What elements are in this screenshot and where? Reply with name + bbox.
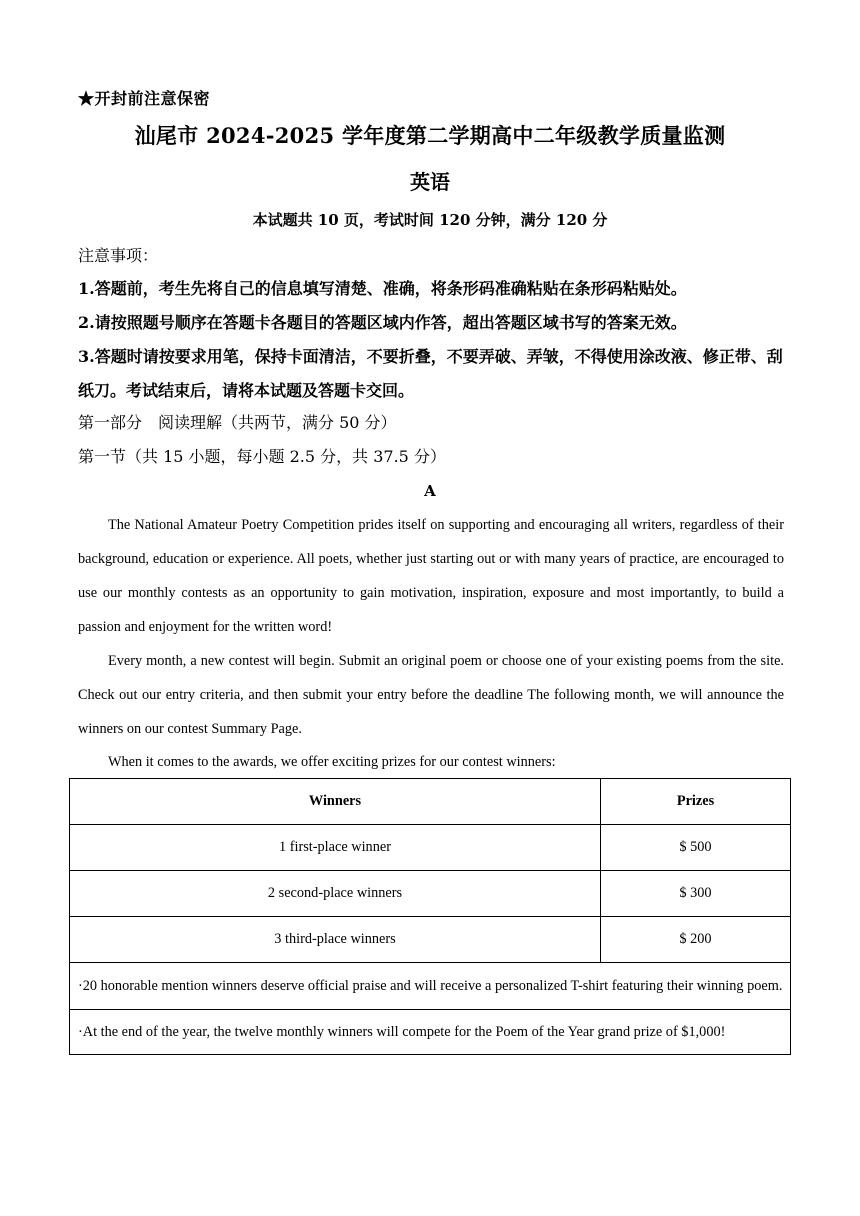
notice-heading: 注意事项： [78, 246, 159, 265]
table-note-row [70, 1010, 791, 1055]
notice-item: 1.答题前，考生先将自己的信息填写清楚、准确，将条形码准确粘贴在条形码粘贴处。 [78, 279, 687, 298]
table-note-row [70, 963, 791, 1010]
winner-cell: 2 second-place winners [70, 871, 601, 917]
table-header-prizes: Prizes [601, 779, 791, 825]
confidential-notice: ★开封前注意保密 [78, 89, 211, 108]
passage-paragraph: When it comes to the awards, we offer exciting prizes for our contest winners: [108, 754, 556, 770]
table-row [70, 825, 791, 871]
table-note: ·At the end of the year, the twelve monthly winners will compete for the Poem of the Year grand prize of $1,000! [70, 1010, 791, 1055]
part-heading: 第一部分 阅读理解（共两节，满分 50 分） [78, 413, 397, 432]
passage-paragraph: The National Amateur Poetry Competition prides itself on supporting and encouraging all writers, regardless of their background, education or experience. All poets, whether just starting out or with many years of practice, are encouraged to use our monthly contests as an opportunity to gain motivation, inspiration, exposure and most importantly, to build a passion and enjoyment for the written word! [78, 517, 784, 635]
prize-cell: $ 500 [601, 825, 791, 871]
prize-cell: $ 300 [601, 871, 791, 917]
table-row [70, 917, 791, 963]
winner-cell: 1 first-place winner [70, 825, 601, 871]
passage-label: A [424, 482, 436, 500]
table-header-winners: Winners [70, 779, 601, 825]
notice-item: 3.答题时请按要求用笔，保持卡面清洁，不要折叠，不要弄破、弄皱，不得使用涂改液、修正带、刮纸刀。考试结束后，请将本试题及答题卡交回。 [78, 347, 783, 400]
winner-cell: 3 third-place winners [70, 917, 601, 963]
prize-cell: $ 200 [601, 917, 791, 963]
subject-title: 英语 [410, 170, 450, 194]
table-note: ·20 honorable mention winners deserve official praise and will receive a personalized T-shirt featuring their winning poem. [70, 963, 791, 1010]
passage-paragraph: Every month, a new contest will begin. Submit an original poem or choose one of your existing poems from the site. Check out our entry criteria, and then submit your entry before the deadline The following month, we will announce the winners on our contest Summary Page. [78, 653, 784, 737]
table-header-row [70, 779, 791, 825]
exam-info: 本试题共 10 页，考试时间 120 分钟，满分 120 分 [252, 211, 608, 229]
section-heading: 第一节（共 15 小题，每小题 2.5 分，共 37.5 分） [78, 447, 446, 466]
prize-table [69, 778, 791, 1055]
exam-title: 汕尾市 2024-2025 学年度第二学期高中二年级教学质量监测 [134, 123, 726, 148]
table-row [70, 871, 791, 917]
notice-item: 2.请按照题号顺序在答题卡各题目的答题区域内作答，超出答题区域书写的答案无效。 [78, 313, 687, 332]
